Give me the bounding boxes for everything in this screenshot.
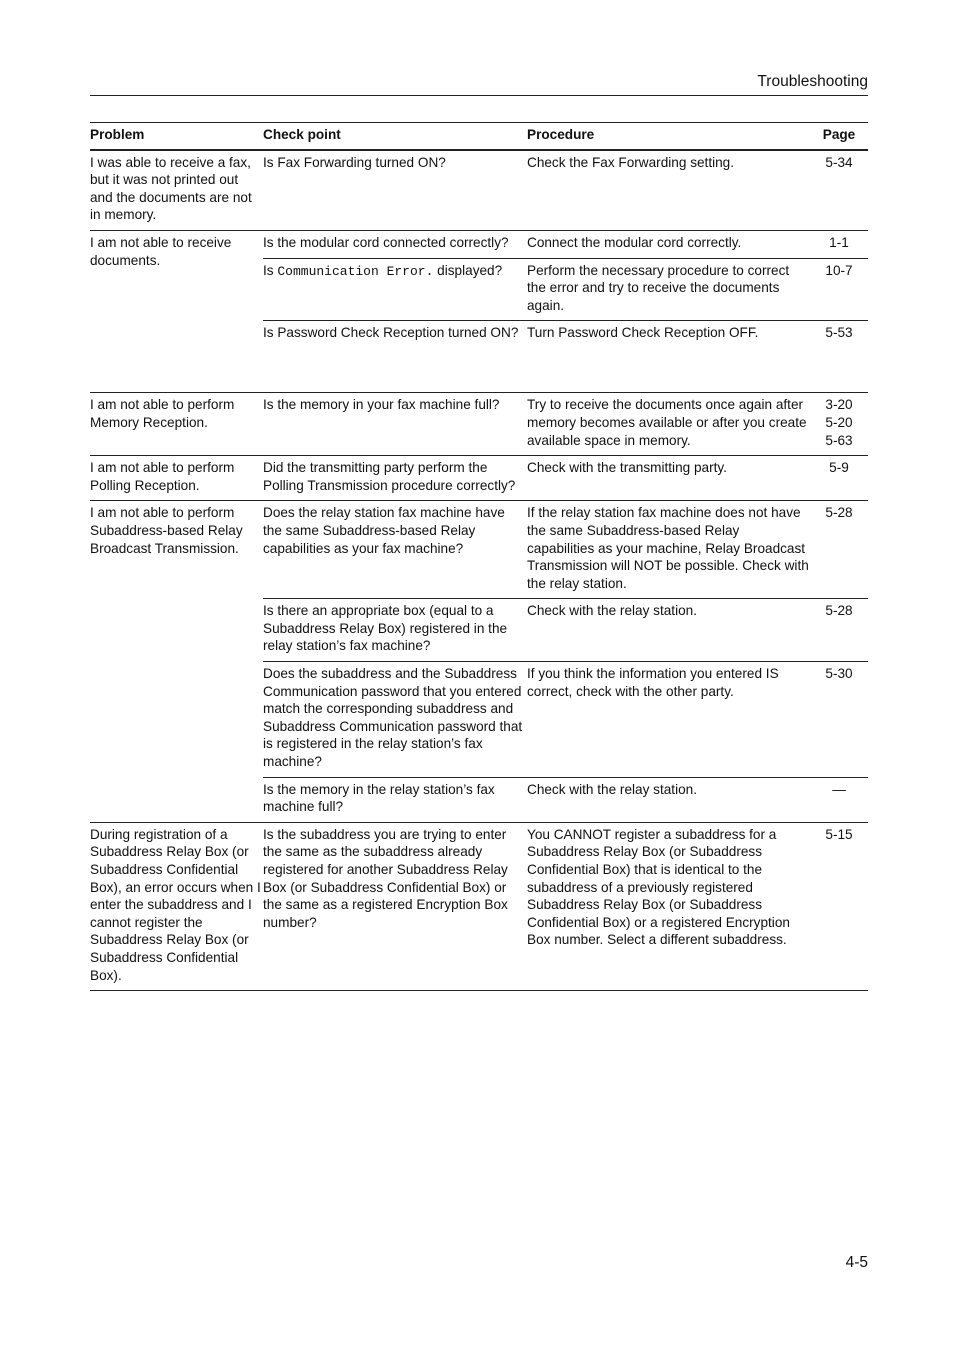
table-row [90,456,868,501]
table-row [90,393,868,456]
check-point-cell: Is the memory in the relay station’s fax machine full? [263,777,527,822]
problem-cell: I am not able to perform Memory Reception. [90,393,263,456]
check-point-cell: Is the subaddress you are trying to enter the same as the subaddress already registered for another Subaddress Relay Box (or Subaddress Confidential Box) or the same as a registered Encryption Box number? [263,822,527,990]
page-reference-cell: 5-30 [810,662,868,778]
procedure-cell: Check with the transmitting party. [527,456,810,501]
page-reference-cell [810,393,868,456]
procedure-cell: Check with the relay station. [527,599,810,662]
problem-cell: I am not able to perform Polling Reception. [90,456,263,501]
page-number: 4-5 [845,1254,868,1271]
table-row [90,150,868,231]
page-reference-cell: 5-34 [825,154,853,170]
problem-cell: I am not able to receive documents. [90,230,263,392]
procedure-cell: Check with the relay station. [527,777,810,822]
error-message-code: Communication Error. [277,263,434,279]
table-row [90,822,868,990]
check-point-cell: Did the transmitting party perform the Polling Transmission procedure correctly? [263,456,527,501]
column-header-problem: Problem [90,123,263,150]
problem-cell: During registration of a Subaddress Relay Box (or Subaddress Confidential Box), an error occurs when I enter the subaddress and I cannot register the Subaddress Relay Box (or Subaddress Confidential Box). [90,822,263,990]
check-point-cell: Is the memory in your fax machine full? [263,393,527,456]
check-point-cell: Is there an appropriate box (equal to a Subaddress Relay Box) registered in the relay station’s fax machine? [263,599,527,662]
page-reference: 5-20 [825,414,853,430]
check-point-cell [263,258,527,321]
column-header-page: Page [810,123,868,150]
check-point-cell: Is Fax Forwarding turned ON? [263,154,446,170]
page-reference-cell: — [810,777,868,822]
check-point-cell: Is Password Check Reception turned ON? [263,321,527,393]
table-row [90,501,868,599]
procedure-cell: Try to receive the documents once again after memory becomes available or after you create available space in memory. [527,393,810,456]
page-reference-cell: 5-28 [810,599,868,662]
column-header-procedure: Procedure [527,123,810,150]
page-reference-cell: 1-1 [810,230,868,258]
problem-cell: I am not able to perform Subaddress-based Relay Broadcast Transmission. [90,501,263,823]
page-reference-cell: 10-7 [810,258,868,321]
page-reference: 5-63 [825,432,853,448]
page-reference-cell: 5-28 [810,501,868,599]
procedure-cell: Connect the modular cord correctly. [527,230,810,258]
procedure-cell: If you think the information you entered IS correct, check with the other party. [527,662,810,778]
table-header-row [90,123,868,150]
check-point-cell: Does the relay station fax machine have the same Subaddress-based Relay capabilities as your fax machine? [263,501,527,599]
running-header-title: Troubleshooting [757,73,868,90]
procedure-cell: Perform the necessary procedure to correct the error and try to receive the documents again. [527,258,810,321]
page-reference-cell: 5-53 [810,321,868,393]
table-row [90,230,868,258]
procedure-cell: Check the Fax Forwarding setting. [527,154,735,170]
header-rule [90,95,868,96]
troubleshooting-table [90,122,868,991]
procedure-cell: You CANNOT register a subaddress for a Subaddress Relay Box (or Subaddress Confidential Box) that is identical to the subaddress of a previously registered Subaddress Relay Box (or Subaddress Confidential Box) or a registered Encryption Box number. Select a different subaddress. [527,822,810,990]
column-header-check-point: Check point [263,123,527,150]
check-point-suffix: displayed? [437,262,503,278]
page-reference: 3-20 [825,397,853,413]
problem-cell: I was able to receive a fax, but it was not printed out and the documents are not in memory. [90,154,252,223]
check-point-cell: Is the modular cord connected correctly? [263,230,527,258]
procedure-cell: Turn Password Check Reception OFF. [527,321,810,393]
procedure-cell: If the relay station fax machine does not have the same Subaddress-based Relay capabilities as your machine, Relay Broadcast Transmission will NOT be possible. Check with the relay station. [527,501,810,599]
page-reference-cell: 5-9 [810,456,868,501]
check-point-prefix: Is [263,262,274,278]
check-point-cell: Does the subaddress and the Subaddress Communication password that you entered match the corresponding subaddress and Subaddress Communication password that is registered in the relay station’s fax machine? [263,662,527,778]
page-reference-cell: 5-15 [810,822,868,990]
